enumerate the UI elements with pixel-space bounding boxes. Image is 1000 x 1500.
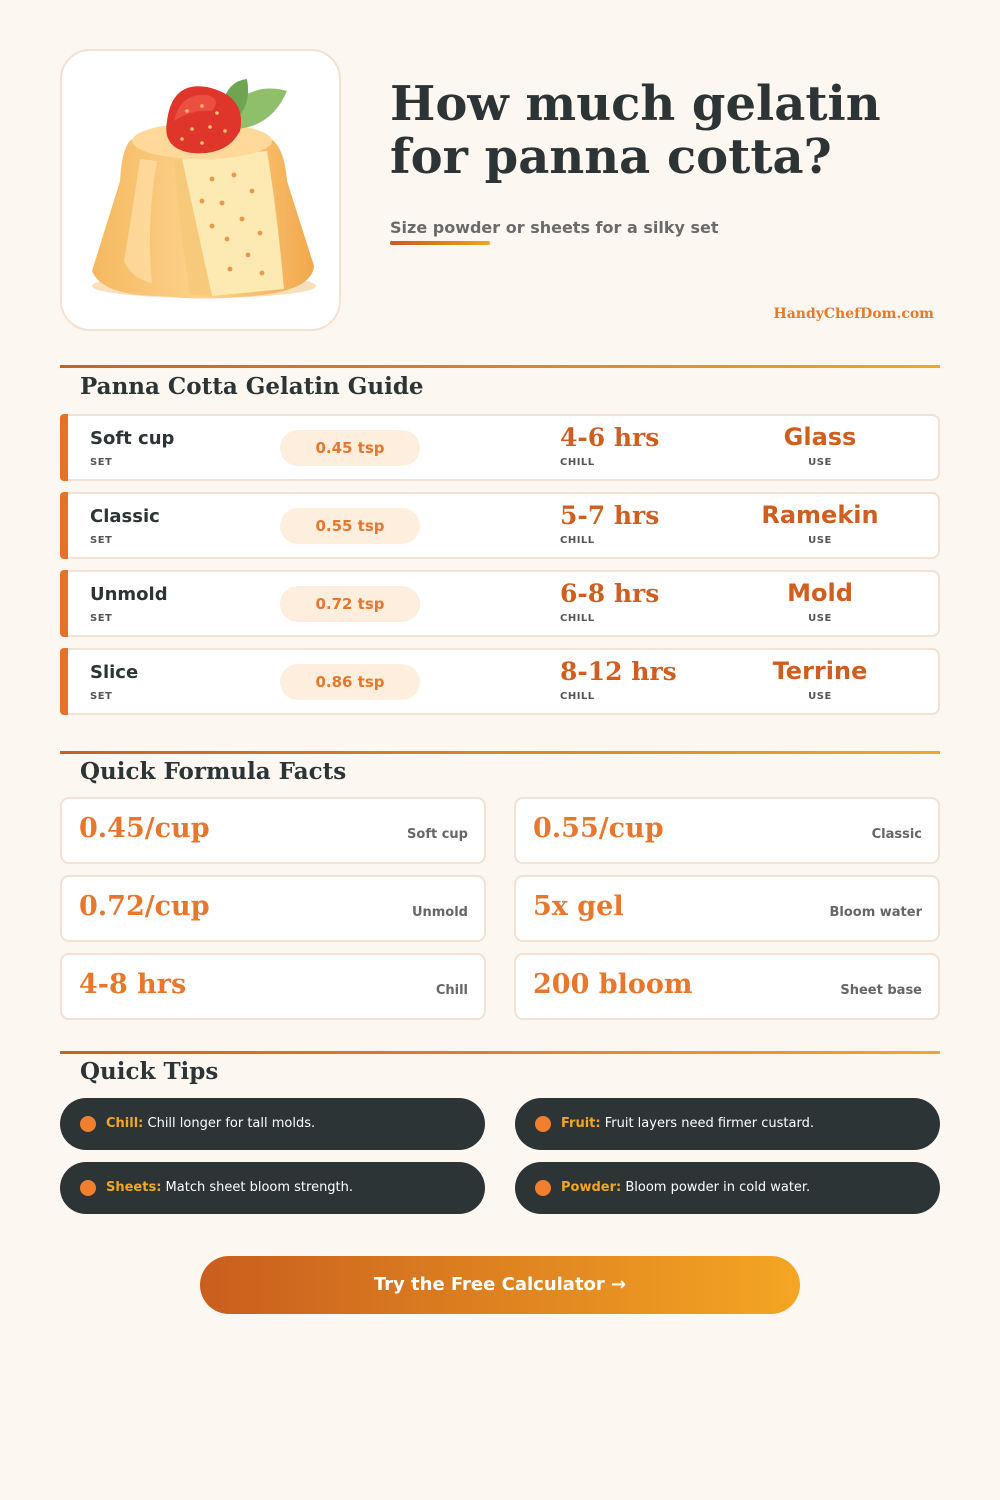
guide-name-sub: SET xyxy=(90,613,113,624)
tip-text: Fruit layers need firmer custard. xyxy=(600,1116,814,1131)
bullet-dot-icon xyxy=(80,1180,96,1196)
guide-name: Classic xyxy=(90,506,160,527)
use-vessel: Terrine xyxy=(772,657,868,685)
tip-card xyxy=(60,1162,485,1214)
calculator-cta-button[interactable]: Try the Free Calculator → xyxy=(200,1256,800,1314)
tips-title: Quick Tips xyxy=(80,1058,219,1085)
guide-name: Soft cup xyxy=(90,428,175,449)
fact-value: 0.55/cup xyxy=(533,813,664,844)
fact-card xyxy=(514,953,940,1020)
bullet-dot-icon xyxy=(80,1116,96,1132)
chill-time: 5-7 hrs xyxy=(560,501,660,530)
chill-sub: CHILL xyxy=(560,691,595,702)
tip-text: Bloom powder in cold water. xyxy=(621,1180,811,1195)
fact-value: 0.72/cup xyxy=(79,891,210,922)
guide-row xyxy=(60,414,940,481)
chill-sub: CHILL xyxy=(560,457,595,468)
fact-value: 200 bloom xyxy=(533,969,693,1000)
tip-card xyxy=(515,1162,940,1214)
guide-row xyxy=(60,492,940,559)
amount-pill: 0.45 tsp xyxy=(280,430,420,466)
tip-text: Match sheet bloom strength. xyxy=(161,1180,354,1195)
use-sub: USE xyxy=(808,613,832,624)
guide-name: Unmold xyxy=(90,584,168,605)
section-divider xyxy=(60,751,940,754)
guide-row xyxy=(60,570,940,637)
fact-label: Unmold xyxy=(411,905,468,920)
tip-card xyxy=(60,1098,485,1150)
use-sub: USE xyxy=(808,535,832,546)
fact-card xyxy=(60,953,486,1020)
guide-title: Panna Cotta Gelatin Guide xyxy=(80,373,424,400)
fact-card xyxy=(60,797,486,864)
tip-key: Fruit: xyxy=(561,1116,601,1131)
fact-card xyxy=(60,875,486,942)
use-sub: USE xyxy=(808,691,832,702)
use-vessel: Ramekin xyxy=(761,501,879,529)
guide-row xyxy=(60,648,940,715)
bullet-dot-icon xyxy=(535,1180,551,1196)
fact-label: Sheet base xyxy=(840,983,922,998)
use-vessel: Glass xyxy=(783,423,857,451)
guide-name-sub: SET xyxy=(90,535,113,546)
fact-label: Soft cup xyxy=(407,827,468,842)
hero-image xyxy=(60,49,341,331)
row-accent xyxy=(60,648,68,715)
page-title xyxy=(390,78,950,184)
row-accent xyxy=(60,414,68,481)
fact-value: 5x gel xyxy=(533,891,624,922)
chill-time: 4-6 hrs xyxy=(560,423,660,452)
fact-label: Classic xyxy=(871,827,922,842)
fact-value: 0.45/cup xyxy=(79,813,210,844)
panna-cotta-icon xyxy=(62,51,341,331)
guide-name: Slice xyxy=(90,662,139,683)
title-line-1: How much gelatin xyxy=(390,76,881,132)
tip-key: Powder: xyxy=(561,1180,622,1195)
chill-sub: CHILL xyxy=(560,613,595,624)
chill-time: 6-8 hrs xyxy=(560,579,660,608)
row-accent xyxy=(60,570,68,637)
section-divider xyxy=(60,365,940,368)
fact-card xyxy=(514,875,940,942)
brand-link[interactable]: HandyChefDom.com xyxy=(773,306,934,322)
facts-title: Quick Formula Facts xyxy=(80,758,347,785)
fact-value: 4-8 hrs xyxy=(79,969,187,1000)
subtitle-underline xyxy=(390,241,490,245)
amount-pill: 0.86 tsp xyxy=(280,664,420,700)
fact-label: Bloom water xyxy=(829,905,922,920)
fact-card xyxy=(514,797,940,864)
tip-key: Sheets: xyxy=(106,1180,162,1195)
tip-key: Chill: xyxy=(106,1116,144,1131)
bullet-dot-icon xyxy=(535,1116,551,1132)
guide-name-sub: SET xyxy=(90,691,113,702)
use-sub: USE xyxy=(808,457,832,468)
section-divider xyxy=(60,1051,940,1054)
guide-name-sub: SET xyxy=(90,457,113,468)
row-accent xyxy=(60,492,68,559)
page-subtitle: Size powder or sheets for a silky set xyxy=(390,218,719,237)
tip-card xyxy=(515,1098,940,1150)
chill-sub: CHILL xyxy=(560,535,595,546)
fact-label: Chill xyxy=(435,983,468,998)
title-line-2: for panna cotta? xyxy=(390,129,832,185)
chill-time: 8-12 hrs xyxy=(560,657,677,686)
tip-text: Chill longer for tall molds. xyxy=(143,1116,316,1131)
amount-pill: 0.55 tsp xyxy=(280,508,420,544)
amount-pill: 0.72 tsp xyxy=(280,586,420,622)
use-vessel: Mold xyxy=(787,579,853,607)
